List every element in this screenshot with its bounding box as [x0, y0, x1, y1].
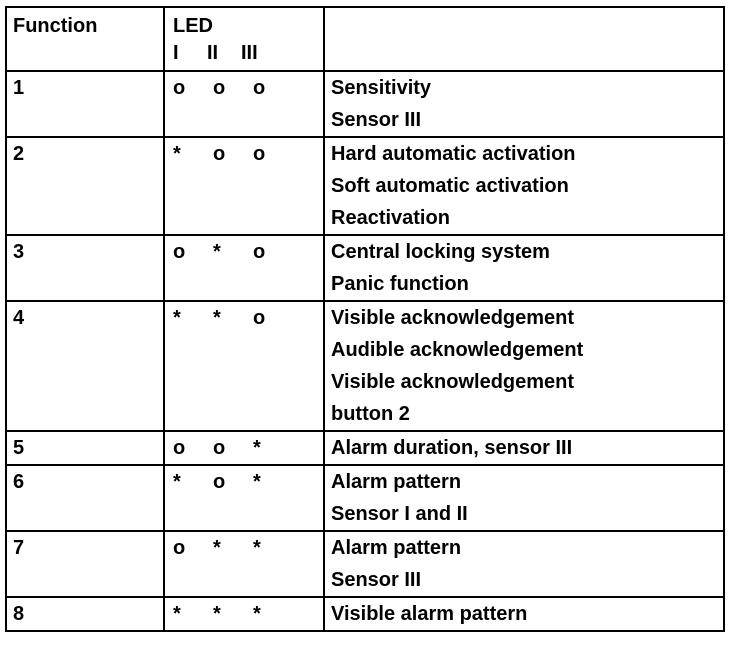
function-led-table [5, 6, 725, 632]
description-line: Visible acknowledgement [331, 371, 575, 393]
led-state: * [213, 537, 221, 559]
led-numeral-1: I [173, 42, 179, 64]
led-pattern [164, 465, 324, 531]
led-state: * [173, 471, 181, 493]
header-row [6, 7, 724, 71]
header-led-numerals [173, 40, 323, 70]
header-description-cell [324, 7, 724, 71]
led-state: * [253, 603, 261, 625]
description-line: Sensor III [331, 109, 422, 131]
function-number: 1 [6, 71, 164, 137]
description-line: Sensitivity [331, 77, 432, 99]
led-state: o [213, 143, 226, 165]
led-state: * [213, 241, 221, 263]
description-line: Audible acknowledgement [331, 339, 584, 361]
description-cell [324, 531, 724, 597]
description-line: Reactivation [331, 207, 450, 229]
led-state: o [173, 241, 186, 263]
led-state: * [173, 603, 181, 625]
table-row [6, 137, 724, 235]
description-line: Sensor III [331, 569, 422, 591]
led-state: * [253, 471, 261, 493]
led-state: o [253, 241, 266, 263]
led-state: * [213, 603, 221, 625]
led-pattern [164, 301, 324, 431]
header-led-label: LED [173, 15, 213, 37]
led-state: o [253, 77, 266, 99]
description-line: Central locking system [331, 241, 550, 263]
description-cell [324, 465, 724, 531]
description-line: Alarm pattern [331, 537, 462, 559]
led-state: * [173, 143, 181, 165]
description-cell [324, 431, 724, 465]
led-numeral-3: III [241, 42, 258, 64]
led-state: o [213, 77, 226, 99]
led-state: o [173, 437, 186, 459]
table-row [6, 465, 724, 531]
led-state: * [253, 437, 261, 459]
description-line: Visible alarm pattern [331, 603, 528, 625]
led-pattern [164, 137, 324, 235]
led-state: * [213, 307, 221, 329]
description-line: Alarm duration, sensor III [331, 437, 573, 459]
led-state: o [253, 307, 266, 329]
function-number: 5 [6, 431, 164, 465]
led-state: o [173, 537, 186, 559]
description-line: button 2 [331, 403, 410, 425]
description-line: Alarm pattern [331, 471, 462, 493]
description-line: Panic function [331, 273, 469, 295]
description-cell [324, 235, 724, 301]
table-row [6, 597, 724, 631]
led-state: o [253, 143, 266, 165]
description-cell [324, 597, 724, 631]
function-number: 3 [6, 235, 164, 301]
led-state: o [173, 77, 186, 99]
header-function-label: Function [13, 15, 98, 37]
table-row [6, 235, 724, 301]
function-number: 7 [6, 531, 164, 597]
function-number: 4 [6, 301, 164, 431]
header-function-cell [6, 7, 164, 71]
description-line: Sensor I and II [331, 503, 468, 525]
led-pattern [164, 71, 324, 137]
table-row [6, 531, 724, 597]
led-pattern [164, 235, 324, 301]
description-line: Hard automatic activation [331, 143, 576, 165]
description-line: Soft automatic activation [331, 175, 569, 197]
table-row [6, 431, 724, 465]
led-state: o [213, 471, 226, 493]
function-number: 8 [6, 597, 164, 631]
description-line: Visible acknowledgement [331, 307, 575, 329]
table-row [6, 71, 724, 137]
description-cell [324, 71, 724, 137]
header-led-cell [164, 7, 324, 71]
led-pattern [164, 431, 324, 465]
description-cell [324, 137, 724, 235]
function-number: 2 [6, 137, 164, 235]
led-pattern [164, 597, 324, 631]
function-number: 6 [6, 465, 164, 531]
description-cell [324, 301, 724, 431]
led-state: * [173, 307, 181, 329]
led-state: o [213, 437, 226, 459]
led-numeral-2: II [207, 42, 219, 64]
led-state: * [253, 537, 261, 559]
led-pattern [164, 531, 324, 597]
table-row [6, 301, 724, 431]
